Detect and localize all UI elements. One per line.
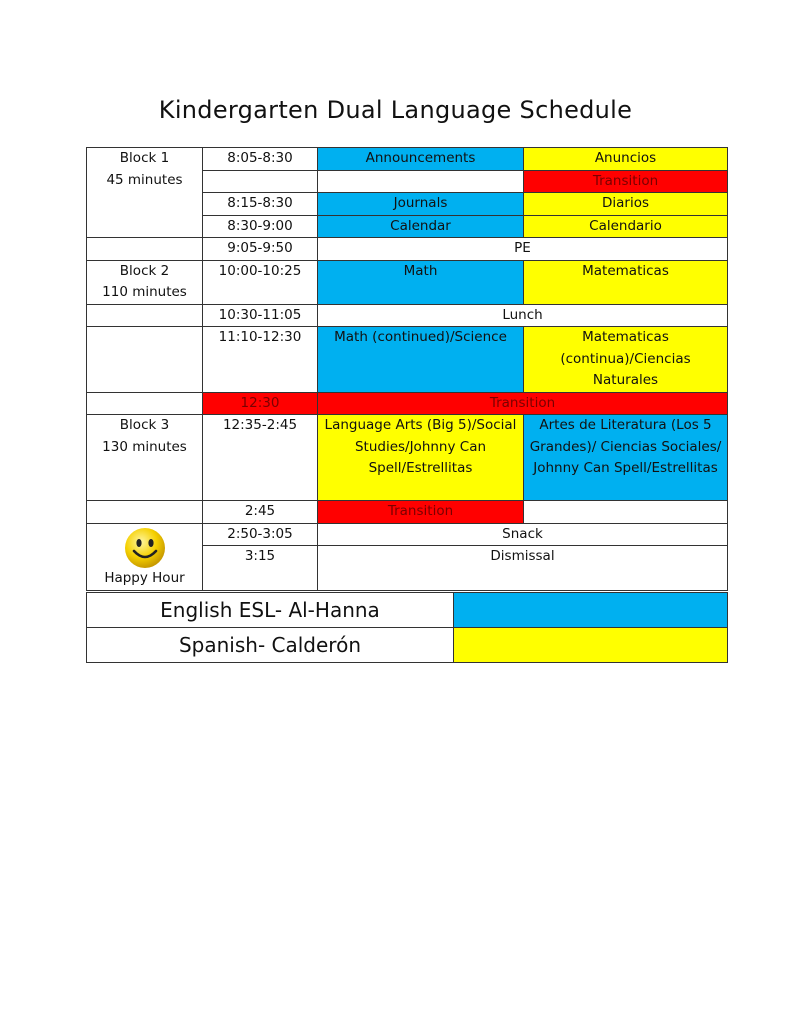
combined-activity: Dismissal	[318, 546, 728, 591]
spanish-activity: Diarios	[524, 193, 728, 216]
combined-activity: Snack	[318, 523, 728, 546]
time-cell: 8:15-8:30	[203, 193, 318, 216]
block-label	[87, 392, 203, 415]
table-row	[87, 501, 728, 524]
time-cell	[203, 170, 318, 193]
time-cell: 11:10-12:30	[203, 327, 318, 393]
block-label	[87, 327, 203, 393]
table-row	[87, 304, 728, 327]
time-cell: 10:30-11:05	[203, 304, 318, 327]
transition-cell: Transition	[318, 501, 524, 524]
block-duration: 45 minutes	[106, 171, 183, 188]
time-cell: 2:45	[203, 501, 318, 524]
time-cell: 9:05-9:50	[203, 238, 318, 261]
schedule-table	[86, 147, 728, 591]
legend-swatch-spanish	[454, 628, 728, 663]
block-label	[87, 238, 203, 261]
page-title: Kindergarten Dual Language Schedule	[158, 96, 633, 124]
time-cell: 10:00-10:25	[203, 260, 318, 304]
happy-hour-label: Happy Hour	[104, 569, 185, 586]
legend-label-english: English ESL- Al-Hanna	[87, 593, 454, 628]
table-row	[87, 523, 728, 546]
spanish-activity: Calendario	[524, 215, 728, 238]
block-duration: 130 minutes	[102, 438, 187, 455]
block-label	[87, 501, 203, 524]
block-name: Block 3	[119, 417, 170, 433]
transition-cell: Transition	[524, 170, 728, 193]
legend-label-spanish: Spanish- Calderón	[87, 628, 454, 663]
time-cell: 8:30-9:00	[203, 215, 318, 238]
block-label	[87, 415, 203, 501]
table-row	[87, 415, 728, 501]
spanish-activity: Matematicas (continua)/Ciencias Naturales	[524, 327, 728, 393]
spanish-activity	[524, 501, 728, 524]
english-activity: Calendar	[318, 215, 524, 238]
english-activity	[318, 170, 524, 193]
smiley-face-icon	[124, 527, 166, 569]
block-label	[87, 304, 203, 327]
table-row	[87, 238, 728, 261]
english-activity: Announcements	[318, 148, 524, 171]
spanish-activity: Anuncios	[524, 148, 728, 171]
english-activity: Math	[318, 260, 524, 304]
block-label	[87, 148, 203, 238]
english-activity: Language Arts (Big 5)/Social Studies/Johnny Can Spell/Estrellitas	[318, 415, 524, 501]
table-row	[87, 260, 728, 304]
time-cell: 12:30	[203, 392, 318, 415]
block-label	[87, 260, 203, 304]
english-activity: Math (continued)/Science	[318, 327, 524, 393]
legend-swatch-english	[454, 593, 728, 628]
combined-activity: Lunch	[318, 304, 728, 327]
time-cell: 8:05-8:30	[203, 148, 318, 171]
block-name: Block 2	[119, 262, 170, 279]
legend-row	[87, 593, 728, 628]
table-row	[87, 392, 728, 415]
table-row	[87, 327, 728, 393]
time-cell: 3:15	[203, 546, 318, 591]
block-name: Block 1	[119, 150, 170, 166]
table-row	[87, 148, 728, 171]
english-activity: Journals	[318, 193, 524, 216]
color-legend	[86, 592, 728, 663]
block-duration: 110 minutes	[102, 284, 187, 300]
spanish-activity: Artes de Literatura (Los 5 Grandes)/ Ciencias Sociales/ Johnny Can Spell/Estrellitas	[524, 415, 728, 501]
legend-row	[87, 628, 728, 663]
transition-cell: Transition	[318, 392, 728, 415]
happy-hour-cell	[87, 523, 203, 591]
spanish-activity: Matematicas	[524, 260, 728, 304]
combined-activity: PE	[318, 238, 728, 261]
time-cell: 2:50-3:05	[203, 523, 318, 546]
time-cell: 12:35-2:45	[203, 415, 318, 501]
